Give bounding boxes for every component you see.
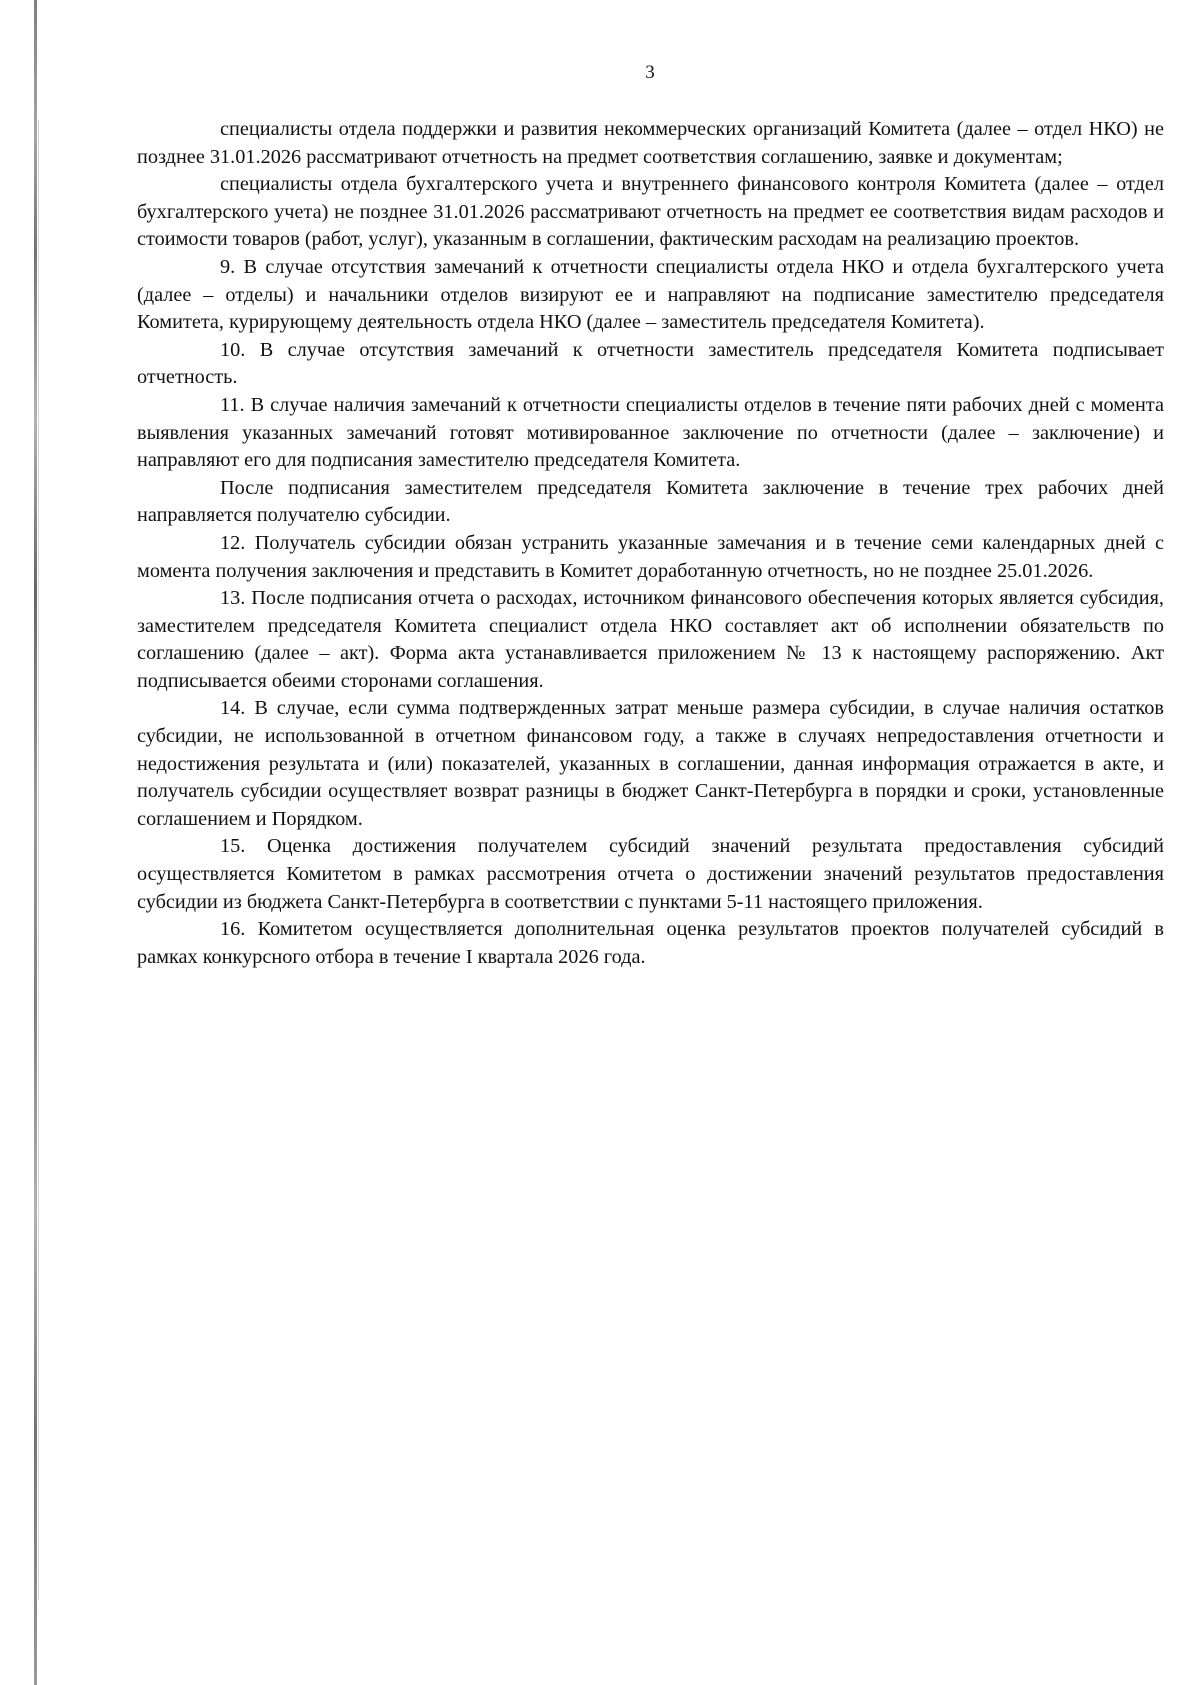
paragraph-item-12: 12. Получатель субсидии обязан устранить указанные замечания и в течение семи календарных дней с момента получения заключения и представить в Комитет доработанную отчетность, но не позднее 25.01.2026.: [137, 531, 1164, 582]
paragraph-accounting-review: специалисты отдела бухгалтерского учета и внутреннего финансового контроля Комитета (далее – отдел бухгалтерского учета) не позднее 31.01.2026 рассматривают отчетность на предмет ее соответствия видам расходов и стоимости товаров (работ, услуг), указанным в соглашении, фактическим расходам на реализацию проектов.: [137, 173, 1164, 251]
paragraph-item-9: 9. В случае отсутствия замечаний к отчетности специалисты отдела НКО и отдела бухгалтерского учета (далее – отделы) и начальники отделов визируют ее и направляют на подписание заместителю председателя Комитета, курирующему деятельность отдела НКО (далее – заместитель председателя Комитета).: [137, 255, 1164, 334]
paragraph-item-14: 14. В случае, если сумма подтвержденных затрат меньше размера субсидии, в случае наличия остатков субсидии, не использованной в отчетном финансовом году, а также в случаях непредоставления отчетности и недостижения результата и (или) показателей, указанных в соглашении, данная информация отражается в акте, и получатель субсидии осуществляет возврат разницы в бюджет Санкт-Петербурга в порядки и сроки, установленные соглашением и Порядком.: [137, 697, 1164, 830]
paragraph-item-13: 13. После подписания отчета о расходах, источником финансового обеспечения которых является субсидия, заместителем председателя Комитета специалист отдела НКО составляет акт об исполнении обязательств по соглашению (далее – акт). Форма акта устанавливается приложением № 13 к настоящему распоряжению. Акт подписывается обеими сторонами соглашения.: [137, 587, 1164, 692]
paragraph-item-16: 16. Комитетом осуществляется дополнительная оценка результатов проектов получателей субсидий в рамках конкурсного отбора в течение I квартала 2026 года.: [137, 918, 1164, 968]
scan-binding-shadow: [38, 120, 39, 1600]
paragraph-item-10: 10. В случае отсутствия замечаний к отчетности заместитель председателя Комитета подписывает отчетность.: [137, 338, 1164, 389]
paragraph-nko-review: специалисты отдела поддержки и развития некоммерческих организаций Комитета (далее – отдел НКО) не позднее 31.01.2026 рассматривают отчетность на предмет соответствия соглашению, заявке и документам;: [137, 118, 1164, 168]
paragraph-item-15: 15. Оценка достижения получателем субсидий значений результата предоставления субсидий осуществляется Комитетом в рамках рассмотрения отчета о достижении значений результатов предоставления субсидии из бюджета Санкт-Петербурга в соответствии с пунктами 5-11 настоящего приложения.: [137, 835, 1164, 913]
document-body: [137, 116, 1164, 971]
scan-binding-edge: [34, 0, 37, 1685]
paragraph-item-11: 11. В случае наличия замечаний к отчетности специалисты отделов в течение пяти рабочих дней с момента выявления указанных замечаний готовят мотивированное заключение по отчетности (далее – заключение) и направляют его для подписания заместителю председателя Комитета.: [137, 393, 1164, 472]
page-number: 3: [645, 62, 655, 83]
paragraph-item-11-continued: После подписания заместителем председателя Комитета заключение в течение трех рабочих дней направляется получателю субсидии.: [137, 476, 1164, 527]
